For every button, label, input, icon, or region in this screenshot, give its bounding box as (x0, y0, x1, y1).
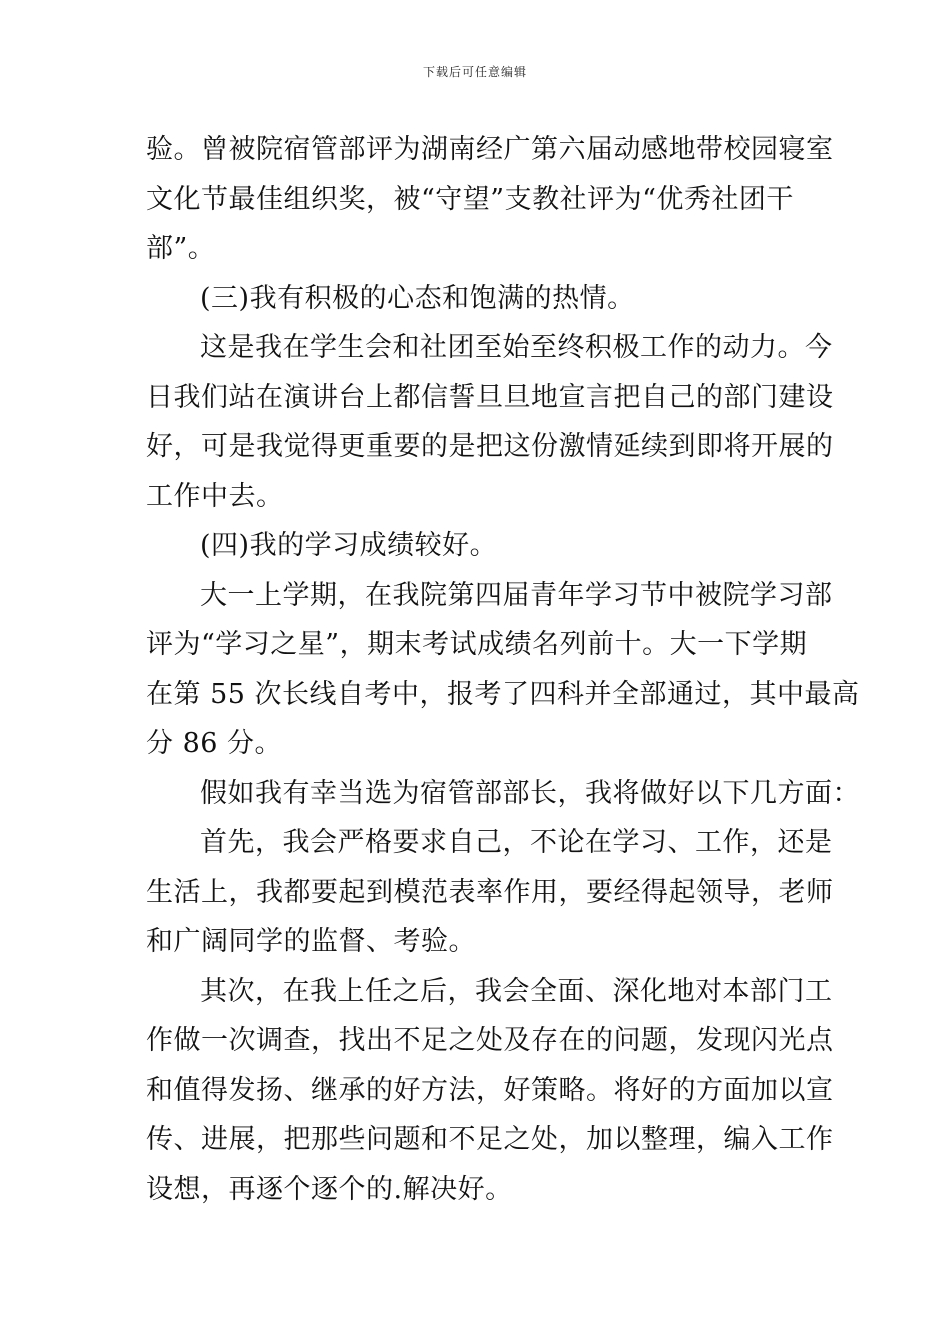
text-line: 好，可是我觉得更重要的是把这份激情延续到即将开展的 (146, 431, 834, 462)
text-line: 假如我有幸当选为宿管部部长，我将做好以下几方面： (200, 777, 860, 809)
page-header: 下载后可任意编辑 (422, 65, 527, 79)
text-line: 工作中去。 (146, 480, 284, 512)
text-line: 大一上学期，在我院第四届青年学习节中被院学习部 (200, 579, 833, 611)
text-line: 生活上，我都要起到模范表率作用，要经得起领导，老师 (146, 876, 834, 908)
text-line: 部”。 (146, 233, 216, 264)
text-line: (四)我的学习成绩较好。 (200, 530, 498, 561)
text-line: 这是我在学生会和社团至始至终积极工作的动力。今 (200, 332, 833, 363)
text-line: 其次，在我上任之后，我会全面、深化地对本部门工 (200, 975, 833, 1007)
text-line: 和值得发扬、继承的好方法，好策略。将好的方面加以宣 (146, 1074, 834, 1106)
text-line: 传、进展，把那些问题和不足之处，加以整理，编入工作 (146, 1124, 834, 1155)
text-line: 日我们站在演讲台上都信誓旦旦地宣言把自己的部门建设 (146, 381, 834, 413)
text-line: 首先，我会严格要求自己，不论在学习、工作，还是 (200, 827, 833, 858)
document-body (146, 125, 860, 1214)
text-line: 设想，再逐个逐个的.解决好。 (146, 1173, 513, 1205)
text-line: 评为“学习之星”，期末考试成绩名列前十。大一下学期 (146, 629, 808, 660)
text-line: 在第 55 次长线自考中，报考了四科并全部通过，其中最高 (146, 678, 860, 710)
text-line: 文化节最佳组织奖，被“守望”支教社评为“优秀社团干 (146, 183, 794, 215)
text-line: 验。曾被院宿管部评为湖南经广第六届动感地带校园寝室 (146, 134, 834, 165)
text-line: 和广阔同学的监督、考验。 (146, 926, 476, 957)
text-line: 作做一次调查，找出不足之处及存在的问题，发现闪光点 (146, 1025, 834, 1056)
text-line: (三)我有积极的心态和饱满的热情。 (200, 282, 635, 314)
text-line: 分 86 分。 (146, 728, 283, 759)
